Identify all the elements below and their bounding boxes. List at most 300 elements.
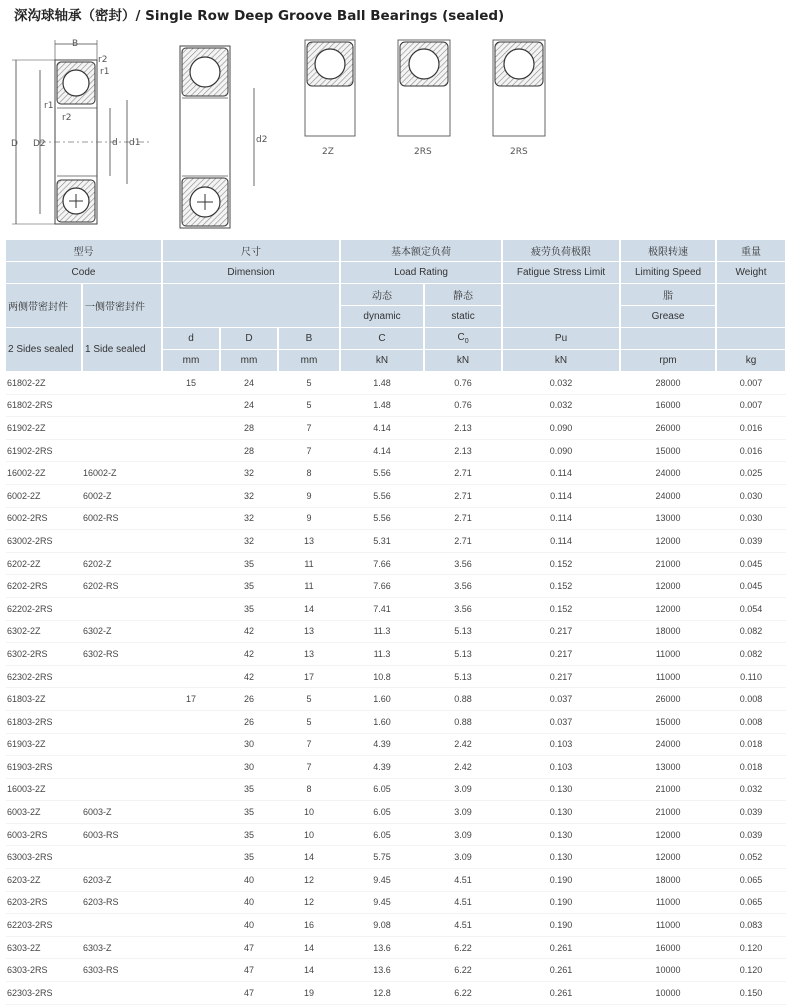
cell-outer-d: 40 bbox=[220, 914, 278, 937]
cell-dynamic-c: 4.39 bbox=[340, 733, 424, 756]
header-one-side-cn: 一侧带密封件 bbox=[82, 284, 162, 328]
table-row bbox=[6, 710, 786, 733]
cell-static-c0: 0.76 bbox=[424, 394, 502, 417]
table-row bbox=[6, 462, 786, 485]
cell-outer-d: 47 bbox=[220, 982, 278, 1005]
cell-speed-grease: 12000 bbox=[620, 846, 716, 869]
cell-bore-d bbox=[162, 982, 220, 1005]
cell-outer-d: 35 bbox=[220, 597, 278, 620]
dim-label-r2-top: r2 bbox=[98, 55, 108, 65]
cell-bore-d bbox=[162, 597, 220, 620]
cell-code-2sides: 6203-2Z bbox=[6, 869, 82, 892]
cell-dynamic-c: 1.48 bbox=[340, 372, 424, 395]
cell-outer-d: 40 bbox=[220, 869, 278, 892]
cell-code-2sides: 62303-2RS bbox=[6, 982, 82, 1005]
cell-dynamic-c: 13.6 bbox=[340, 936, 424, 959]
dim-label-d2-right: d2 bbox=[256, 135, 268, 145]
cell-speed-grease: 10000 bbox=[620, 959, 716, 982]
cell-code-1side bbox=[82, 982, 162, 1005]
cell-code-1side bbox=[82, 756, 162, 779]
cell-code-1side bbox=[82, 733, 162, 756]
cell-dynamic-c: 5.31 bbox=[340, 530, 424, 553]
cell-bore-d bbox=[162, 620, 220, 643]
cell-weight: 0.008 bbox=[716, 710, 786, 733]
header-grease-cn: 脂 bbox=[620, 284, 716, 306]
cell-code-1side: 6203-Z bbox=[82, 869, 162, 892]
cell-static-c0: 3.09 bbox=[424, 846, 502, 869]
cell-width-b: 7 bbox=[278, 417, 340, 440]
cell-speed-grease: 21000 bbox=[620, 801, 716, 824]
cell-width-b: 13 bbox=[278, 620, 340, 643]
cell-speed-grease: 24000 bbox=[620, 462, 716, 485]
header-weight-cn: 重量 bbox=[716, 240, 786, 262]
table-row bbox=[6, 620, 786, 643]
cell-code-2sides: 61902-2Z bbox=[6, 417, 82, 440]
cell-static-c0: 4.51 bbox=[424, 914, 502, 937]
cell-bore-d bbox=[162, 936, 220, 959]
cell-width-b: 14 bbox=[278, 936, 340, 959]
cell-speed-grease: 18000 bbox=[620, 869, 716, 892]
cell-code-2sides: 62302-2RS bbox=[6, 665, 82, 688]
dim-label-r1-top: r1 bbox=[100, 67, 110, 77]
unit-kn-dynamic: kN bbox=[340, 350, 424, 372]
dim-label-d1: d1 bbox=[129, 138, 141, 148]
cell-code-1side bbox=[82, 394, 162, 417]
cell-code-1side: 16002-Z bbox=[82, 462, 162, 485]
table-row bbox=[6, 552, 786, 575]
dim-label-outer-d: D bbox=[11, 139, 18, 149]
cell-static-c0: 2.42 bbox=[424, 733, 502, 756]
cell-static-c0: 2.13 bbox=[424, 439, 502, 462]
cell-dynamic-c: 5.56 bbox=[340, 484, 424, 507]
cell-weight: 0.083 bbox=[716, 914, 786, 937]
header-col-c0-letter: C bbox=[457, 332, 465, 343]
table-row bbox=[6, 778, 786, 801]
cell-code-1side bbox=[82, 688, 162, 711]
table-row bbox=[6, 959, 786, 982]
cell-dynamic-c: 4.14 bbox=[340, 417, 424, 440]
cell-bore-d bbox=[162, 394, 220, 417]
header-dynamic-en: dynamic bbox=[340, 306, 424, 328]
cell-static-c0: 3.56 bbox=[424, 597, 502, 620]
cell-speed-grease: 24000 bbox=[620, 484, 716, 507]
cell-outer-d: 30 bbox=[220, 733, 278, 756]
cell-static-c0: 5.13 bbox=[424, 643, 502, 666]
cell-bore-d: 17 bbox=[162, 688, 220, 711]
cell-static-c0: 3.09 bbox=[424, 778, 502, 801]
cell-width-b: 14 bbox=[278, 959, 340, 982]
cell-speed-grease: 11000 bbox=[620, 643, 716, 666]
cell-code-1side bbox=[82, 597, 162, 620]
cell-fatigue-pu: 0.037 bbox=[502, 688, 620, 711]
cell-code-1side bbox=[82, 914, 162, 937]
cell-dynamic-c: 5.56 bbox=[340, 507, 424, 530]
header-weight-blank bbox=[716, 284, 786, 328]
cell-fatigue-pu: 0.032 bbox=[502, 372, 620, 395]
bearing-2rs-drawing-b bbox=[493, 40, 545, 157]
cell-bore-d: 15 bbox=[162, 372, 220, 395]
table-row bbox=[6, 688, 786, 711]
cell-width-b: 11 bbox=[278, 575, 340, 598]
cell-code-1side: 6202-RS bbox=[82, 575, 162, 598]
cell-weight: 0.030 bbox=[716, 484, 786, 507]
cell-code-2sides: 6202-2Z bbox=[6, 552, 82, 575]
cell-speed-grease: 26000 bbox=[620, 417, 716, 440]
cell-code-1side bbox=[82, 710, 162, 733]
cell-bore-d bbox=[162, 462, 220, 485]
header-col-c0 bbox=[424, 328, 502, 350]
cell-fatigue-pu: 0.037 bbox=[502, 710, 620, 733]
cell-outer-d: 35 bbox=[220, 801, 278, 824]
header-load-rating-en: Load Rating bbox=[340, 262, 502, 284]
cell-weight: 0.018 bbox=[716, 756, 786, 779]
cell-fatigue-pu: 0.190 bbox=[502, 891, 620, 914]
header-two-sides-en: 2 Sides sealed bbox=[6, 328, 82, 372]
header-col-outer: D bbox=[220, 328, 278, 350]
cell-weight: 0.008 bbox=[716, 688, 786, 711]
cell-fatigue-pu: 0.114 bbox=[502, 530, 620, 553]
page-title: 深沟球轴承（密封）/ Single Row Deep Groove Ball Bearings (sealed) bbox=[14, 8, 505, 24]
cell-fatigue-pu: 0.130 bbox=[502, 778, 620, 801]
cell-speed-grease: 11000 bbox=[620, 665, 716, 688]
cell-static-c0: 0.76 bbox=[424, 372, 502, 395]
cell-width-b: 16 bbox=[278, 914, 340, 937]
cell-width-b: 5 bbox=[278, 710, 340, 733]
cell-code-2sides: 61802-2RS bbox=[6, 394, 82, 417]
cell-dynamic-c: 1.48 bbox=[340, 394, 424, 417]
d2-section-drawing bbox=[180, 46, 267, 228]
cell-code-1side bbox=[82, 530, 162, 553]
cell-outer-d: 32 bbox=[220, 462, 278, 485]
dim-label-d2: D2 bbox=[33, 139, 46, 149]
cell-bore-d bbox=[162, 846, 220, 869]
cell-weight: 0.054 bbox=[716, 597, 786, 620]
cell-width-b: 14 bbox=[278, 846, 340, 869]
cell-code-2sides: 6003-2Z bbox=[6, 801, 82, 824]
cell-outer-d: 26 bbox=[220, 688, 278, 711]
cell-fatigue-pu: 0.152 bbox=[502, 552, 620, 575]
cell-bore-d bbox=[162, 665, 220, 688]
cell-code-2sides: 6202-2RS bbox=[6, 575, 82, 598]
cell-weight: 0.120 bbox=[716, 936, 786, 959]
cell-fatigue-pu: 0.190 bbox=[502, 869, 620, 892]
cell-code-1side: 6302-RS bbox=[82, 643, 162, 666]
cell-outer-d: 32 bbox=[220, 484, 278, 507]
cell-fatigue-pu: 0.261 bbox=[502, 982, 620, 1005]
cell-dynamic-c: 1.60 bbox=[340, 710, 424, 733]
cell-static-c0: 6.22 bbox=[424, 959, 502, 982]
cell-bore-d bbox=[162, 575, 220, 598]
cell-fatigue-pu: 0.130 bbox=[502, 846, 620, 869]
table-row bbox=[6, 484, 786, 507]
cell-code-2sides: 61803-2RS bbox=[6, 710, 82, 733]
table-row bbox=[6, 733, 786, 756]
cell-code-2sides: 62202-2RS bbox=[6, 597, 82, 620]
header-load-rating-cn: 基本额定负荷 bbox=[340, 240, 502, 262]
cell-static-c0: 3.56 bbox=[424, 575, 502, 598]
cell-outer-d: 47 bbox=[220, 936, 278, 959]
cell-speed-grease: 12000 bbox=[620, 530, 716, 553]
cell-speed-grease: 13000 bbox=[620, 756, 716, 779]
cell-speed-grease: 18000 bbox=[620, 620, 716, 643]
type-label-2rs-a: 2RS bbox=[414, 147, 432, 157]
cell-outer-d: 24 bbox=[220, 372, 278, 395]
table-row bbox=[6, 372, 786, 395]
cell-code-2sides: 6002-2RS bbox=[6, 507, 82, 530]
cell-code-2sides: 63002-2RS bbox=[6, 530, 82, 553]
cell-width-b: 12 bbox=[278, 869, 340, 892]
header-model-cn: 型号 bbox=[6, 240, 162, 262]
cell-bore-d bbox=[162, 801, 220, 824]
cell-static-c0: 6.22 bbox=[424, 936, 502, 959]
cell-speed-grease: 24000 bbox=[620, 733, 716, 756]
cell-speed-grease: 21000 bbox=[620, 552, 716, 575]
cell-code-1side bbox=[82, 439, 162, 462]
cell-weight: 0.082 bbox=[716, 643, 786, 666]
dim-label-bore-d: d bbox=[112, 138, 118, 148]
cell-speed-grease: 12000 bbox=[620, 597, 716, 620]
cell-code-1side: 6202-Z bbox=[82, 552, 162, 575]
cell-speed-grease: 16000 bbox=[620, 936, 716, 959]
cell-static-c0: 4.51 bbox=[424, 891, 502, 914]
cell-code-2sides: 61903-2RS bbox=[6, 756, 82, 779]
cell-dynamic-c: 9.08 bbox=[340, 914, 424, 937]
cell-fatigue-pu: 0.114 bbox=[502, 484, 620, 507]
cell-static-c0: 2.13 bbox=[424, 417, 502, 440]
cell-code-2sides: 6002-2Z bbox=[6, 484, 82, 507]
header-fatigue-blank bbox=[502, 284, 620, 328]
cell-fatigue-pu: 0.114 bbox=[502, 462, 620, 485]
type-label-2z: 2Z bbox=[322, 147, 334, 157]
cell-fatigue-pu: 0.032 bbox=[502, 394, 620, 417]
cell-bore-d bbox=[162, 756, 220, 779]
table-row bbox=[6, 936, 786, 959]
bearing-drawings bbox=[0, 26, 790, 236]
cell-outer-d: 28 bbox=[220, 439, 278, 462]
table-header bbox=[6, 240, 786, 372]
type-label-2rs-b: 2RS bbox=[510, 147, 528, 157]
header-static-en: static bbox=[424, 306, 502, 328]
cell-weight: 0.025 bbox=[716, 462, 786, 485]
cell-weight: 0.007 bbox=[716, 372, 786, 395]
cell-fatigue-pu: 0.090 bbox=[502, 417, 620, 440]
header-fatigue-cn: 疲劳负荷极限 bbox=[502, 240, 620, 262]
cell-code-2sides: 6302-2Z bbox=[6, 620, 82, 643]
cell-dynamic-c: 7.66 bbox=[340, 575, 424, 598]
header-dimension-blank bbox=[162, 284, 340, 328]
cell-code-2sides: 62203-2RS bbox=[6, 914, 82, 937]
cell-speed-grease: 10000 bbox=[620, 982, 716, 1005]
cell-static-c0: 5.13 bbox=[424, 665, 502, 688]
cell-code-1side bbox=[82, 372, 162, 395]
header-col-weight-blank bbox=[716, 328, 786, 350]
cell-speed-grease: 11000 bbox=[620, 914, 716, 937]
cell-width-b: 17 bbox=[278, 665, 340, 688]
cell-outer-d: 35 bbox=[220, 778, 278, 801]
cell-static-c0: 6.22 bbox=[424, 982, 502, 1005]
cell-static-c0: 2.71 bbox=[424, 484, 502, 507]
cell-outer-d: 35 bbox=[220, 823, 278, 846]
cell-outer-d: 42 bbox=[220, 620, 278, 643]
cell-fatigue-pu: 0.152 bbox=[502, 575, 620, 598]
cell-width-b: 13 bbox=[278, 643, 340, 666]
cell-code-2sides: 61803-2Z bbox=[6, 688, 82, 711]
table-row bbox=[6, 417, 786, 440]
cell-code-1side bbox=[82, 778, 162, 801]
cell-outer-d: 30 bbox=[220, 756, 278, 779]
cell-fatigue-pu: 0.217 bbox=[502, 620, 620, 643]
cell-code-2sides: 6003-2RS bbox=[6, 823, 82, 846]
cell-static-c0: 2.71 bbox=[424, 462, 502, 485]
cell-code-1side bbox=[82, 417, 162, 440]
cell-width-b: 19 bbox=[278, 982, 340, 1005]
cell-dynamic-c: 6.05 bbox=[340, 823, 424, 846]
header-dimension-cn: 尺寸 bbox=[162, 240, 340, 262]
table-row bbox=[6, 597, 786, 620]
cell-weight: 0.045 bbox=[716, 552, 786, 575]
cell-bore-d bbox=[162, 439, 220, 462]
cell-bore-d bbox=[162, 869, 220, 892]
table-row bbox=[6, 575, 786, 598]
header-dimension-en: Dimension bbox=[162, 262, 340, 284]
cell-weight: 0.045 bbox=[716, 575, 786, 598]
cell-speed-grease: 26000 bbox=[620, 688, 716, 711]
cross-section-drawing bbox=[11, 39, 150, 224]
cell-bore-d bbox=[162, 643, 220, 666]
cell-code-2sides: 63003-2RS bbox=[6, 846, 82, 869]
cell-fatigue-pu: 0.152 bbox=[502, 597, 620, 620]
cell-outer-d: 47 bbox=[220, 959, 278, 982]
cell-code-1side: 6002-RS bbox=[82, 507, 162, 530]
cell-code-1side bbox=[82, 665, 162, 688]
table-row bbox=[6, 982, 786, 1005]
header-col-bore: d bbox=[162, 328, 220, 350]
cell-code-2sides: 16002-2Z bbox=[6, 462, 82, 485]
table-row bbox=[6, 756, 786, 779]
table-row bbox=[6, 439, 786, 462]
cell-outer-d: 24 bbox=[220, 394, 278, 417]
cell-width-b: 14 bbox=[278, 597, 340, 620]
cell-bore-d bbox=[162, 507, 220, 530]
cell-width-b: 5 bbox=[278, 372, 340, 395]
cell-outer-d: 35 bbox=[220, 846, 278, 869]
cell-weight: 0.018 bbox=[716, 733, 786, 756]
cell-width-b: 7 bbox=[278, 439, 340, 462]
cell-speed-grease: 15000 bbox=[620, 439, 716, 462]
table-row bbox=[6, 507, 786, 530]
unit-mm-outer: mm bbox=[220, 350, 278, 372]
cell-bore-d bbox=[162, 959, 220, 982]
table-row bbox=[6, 665, 786, 688]
header-weight-en: Weight bbox=[716, 262, 786, 284]
cell-outer-d: 35 bbox=[220, 552, 278, 575]
unit-kg: kg bbox=[716, 350, 786, 372]
cell-dynamic-c: 6.05 bbox=[340, 801, 424, 824]
cell-width-b: 13 bbox=[278, 530, 340, 553]
cell-outer-d: 42 bbox=[220, 665, 278, 688]
cell-dynamic-c: 5.56 bbox=[340, 462, 424, 485]
cell-speed-grease: 13000 bbox=[620, 507, 716, 530]
cell-code-1side bbox=[82, 846, 162, 869]
header-model-en: Code bbox=[6, 262, 162, 284]
cell-outer-d: 32 bbox=[220, 507, 278, 530]
cell-bore-d bbox=[162, 778, 220, 801]
cell-outer-d: 26 bbox=[220, 710, 278, 733]
bearing-2z-drawing bbox=[305, 40, 355, 157]
cell-dynamic-c: 12.8 bbox=[340, 982, 424, 1005]
cell-weight: 0.032 bbox=[716, 778, 786, 801]
cell-code-1side: 6002-Z bbox=[82, 484, 162, 507]
unit-mm-width: mm bbox=[278, 350, 340, 372]
cell-width-b: 7 bbox=[278, 756, 340, 779]
header-speed-en: Limiting Speed bbox=[620, 262, 716, 284]
cell-weight: 0.039 bbox=[716, 801, 786, 824]
cell-dynamic-c: 7.66 bbox=[340, 552, 424, 575]
cell-code-1side: 6203-RS bbox=[82, 891, 162, 914]
cell-outer-d: 40 bbox=[220, 891, 278, 914]
cell-width-b: 5 bbox=[278, 688, 340, 711]
cell-code-2sides: 61902-2RS bbox=[6, 439, 82, 462]
cell-bore-d bbox=[162, 914, 220, 937]
cell-dynamic-c: 11.3 bbox=[340, 620, 424, 643]
cell-static-c0: 3.09 bbox=[424, 801, 502, 824]
bearing-2rs-drawing-a bbox=[398, 40, 450, 157]
dim-label-r1-side: r1 bbox=[44, 101, 54, 111]
table-row bbox=[6, 891, 786, 914]
header-one-side-en: 1 Side sealed bbox=[82, 328, 162, 372]
cell-width-b: 9 bbox=[278, 507, 340, 530]
cell-code-2sides: 16003-2Z bbox=[6, 778, 82, 801]
header-fatigue-en: Fatigue Stress Limit bbox=[502, 262, 620, 284]
cell-bore-d bbox=[162, 823, 220, 846]
cell-fatigue-pu: 0.114 bbox=[502, 507, 620, 530]
unit-mm-bore: mm bbox=[162, 350, 220, 372]
cell-dynamic-c: 13.6 bbox=[340, 959, 424, 982]
cell-bore-d bbox=[162, 417, 220, 440]
cell-code-1side: 6302-Z bbox=[82, 620, 162, 643]
table-row bbox=[6, 823, 786, 846]
cell-dynamic-c: 11.3 bbox=[340, 643, 424, 666]
cell-code-2sides: 61802-2Z bbox=[6, 372, 82, 395]
cell-fatigue-pu: 0.103 bbox=[502, 733, 620, 756]
cell-width-b: 7 bbox=[278, 733, 340, 756]
cell-weight: 0.110 bbox=[716, 665, 786, 688]
cell-weight: 0.150 bbox=[716, 982, 786, 1005]
cell-code-2sides: 6303-2Z bbox=[6, 936, 82, 959]
cell-dynamic-c: 9.45 bbox=[340, 869, 424, 892]
cell-speed-grease: 16000 bbox=[620, 394, 716, 417]
header-grease-en: Grease bbox=[620, 306, 716, 328]
cell-weight: 0.120 bbox=[716, 959, 786, 982]
cell-static-c0: 2.42 bbox=[424, 756, 502, 779]
cell-speed-grease: 21000 bbox=[620, 778, 716, 801]
cell-bore-d bbox=[162, 710, 220, 733]
cell-static-c0: 0.88 bbox=[424, 688, 502, 711]
cell-fatigue-pu: 0.130 bbox=[502, 801, 620, 824]
table-row bbox=[6, 530, 786, 553]
cell-code-2sides: 61903-2Z bbox=[6, 733, 82, 756]
cell-code-2sides: 6303-2RS bbox=[6, 959, 82, 982]
cell-width-b: 8 bbox=[278, 462, 340, 485]
unit-rpm: rpm bbox=[620, 350, 716, 372]
cell-dynamic-c: 5.75 bbox=[340, 846, 424, 869]
unit-kn-fatigue: kN bbox=[502, 350, 620, 372]
cell-width-b: 5 bbox=[278, 394, 340, 417]
cell-dynamic-c: 9.45 bbox=[340, 891, 424, 914]
table-row bbox=[6, 914, 786, 937]
cell-speed-grease: 11000 bbox=[620, 891, 716, 914]
cell-code-1side: 6303-RS bbox=[82, 959, 162, 982]
